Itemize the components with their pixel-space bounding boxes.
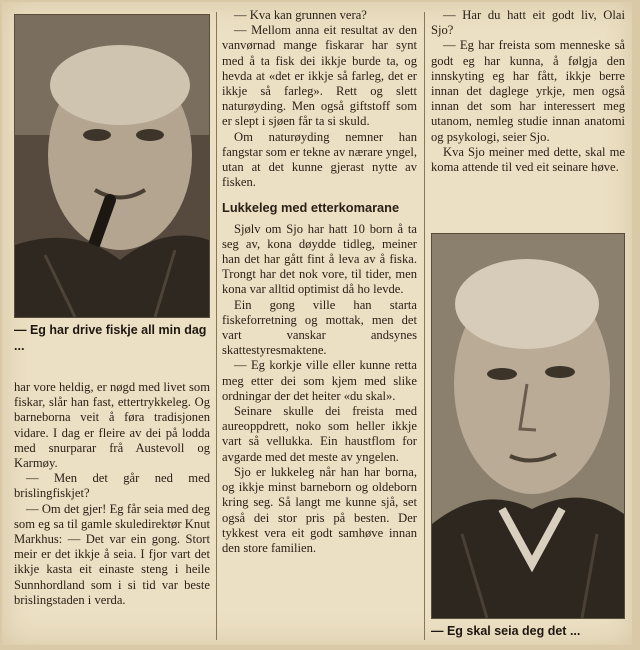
- section-heading: Lukkeleg med etterkomarane: [222, 200, 400, 216]
- photo-old-man-with-pipe: [14, 14, 210, 318]
- middle-paragraph-8: Sjo er lukkeleg når han har borna, og ikkje minst barneborn og oldeborn kring seg. Så langt me kunne sjå, set også dei stor pris på besten. Der tykkest vera eit godt samhøve innan den store familien.: [222, 464, 417, 555]
- left-paragraph-1: har vore heldig, er nøgd med livet som fiskar, slår han fast, ettertrykkeleg. Og barneborna veit å føra tradisjonen vidare. I dag er fleire av dei på lodda med snurparar frå Austevoll og Karmøy.: [14, 380, 210, 471]
- left-paragraph-3: — Om det gjer! Eg får seia med deg som eg sa til gamle skuledirektør Knut Markhus: — Det var ein gong. Stort meir er det ikkje å seia. I fjor vart det ikkje kasta eit einaste steng i heile Sunnhordland som i si tid var beste brislingstaden i verda.: [14, 501, 210, 607]
- right-paragraph-1: — Har du hatt eit godt liv, Olai Sjo?: [431, 8, 625, 38]
- middle-paragraph-3: Om naturøyding nemner han fangstar som er tekne av nærare yngel, utan at det kunne gjerast nytte av fisken.: [222, 129, 417, 190]
- middle-paragraph-2: — Mellom anna eit resultat av den vanvørnad mange fiskarar har synt med å ta fisk dei ikkje burde ta, og hevda at «det er ikkje så farleg, det er ikkje så farleg». Rett og slett naturøyding. Men også giftstoff som er slept i sjøen får ta si skuld.: [222, 23, 417, 129]
- middle-column-text: [222, 8, 417, 556]
- portrait-pipe-illustration: [15, 15, 209, 317]
- left-photo-caption: — Eg har drive fiskje all min dag ...: [14, 323, 207, 353]
- column-rule-1: [216, 12, 217, 640]
- left-column-text: [14, 380, 210, 608]
- middle-paragraph-4: Sjølv om Sjo har hatt 10 born å ta seg av, kona døydde tidleg, meiner han det har gått fint å leva av å fiska. Trongt har det nok vore, til tider, men kona var alltid optimist då ho levde.: [222, 221, 417, 297]
- portrait-illustration: [432, 234, 624, 618]
- middle-paragraph-7: Seinare skulle dei freista med aureoppdrett, noko som heller ikkje vart så vellukka. Ein haustflom for avgarde med det meste av yngelen.: [222, 404, 417, 464]
- middle-paragraph-6: — Eg korkje ville eller kunne retta meg etter dei som kjem med slike ordningar der det heiter «du skal».: [222, 358, 417, 403]
- right-paragraph-2: — Eg har freista som menneske så godt eg har kunna, å følgja den innskyting eg har fått, ikkje berre innan det daglege yrkje, men også innan det som har interessert meg utanom, nemleg studie innan anatomi og psykologi, seier Sjo.: [431, 38, 625, 144]
- middle-paragraph-5: Ein gong ville han starta fiskeforretning og mottak, men det vart vanskar andsynes skattestyresmaktene.: [222, 297, 417, 358]
- column-rule-2: [424, 12, 425, 640]
- left-paragraph-2: — Men det går ned med brislingfiskjet?: [14, 471, 210, 501]
- right-photo-caption: — Eg skal seia deg det ...: [431, 624, 581, 638]
- photo-old-man-portrait: [431, 233, 625, 619]
- right-column-text: [431, 8, 625, 175]
- middle-paragraph-1: — Kva kan grunnen vera?: [234, 8, 367, 22]
- right-paragraph-3: Kva Sjo meiner med dette, skal me koma attende til ved eit seinare høve.: [431, 144, 625, 175]
